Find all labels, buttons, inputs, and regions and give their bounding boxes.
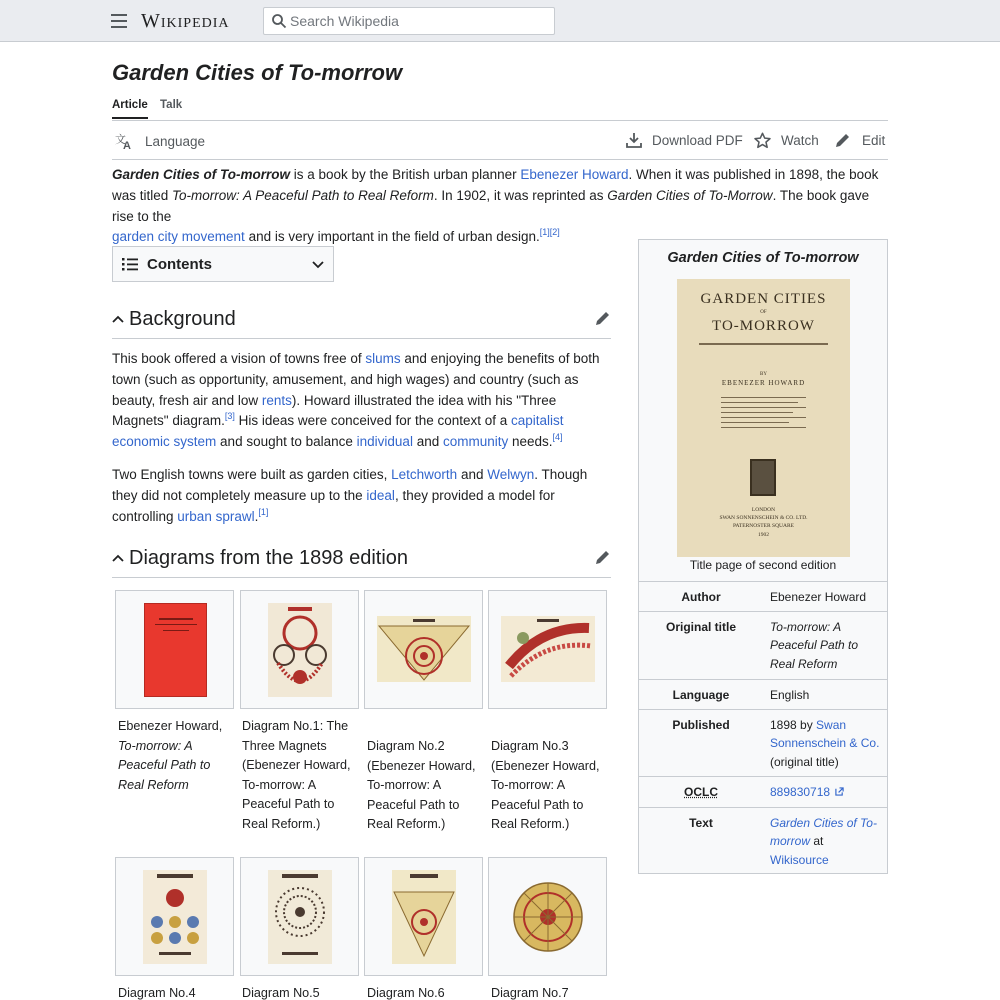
lead-text: . In 1902, it was reprinted as [433, 187, 608, 203]
chevron-up-icon[interactable] [112, 554, 124, 562]
list-icon [122, 257, 138, 272]
para-text: needs. [508, 434, 553, 450]
edit-section-icon[interactable] [595, 549, 611, 565]
edit-label: Edit [862, 132, 886, 148]
gallery-image-diagram-1[interactable] [240, 590, 359, 709]
search-input[interactable] [290, 12, 545, 30]
para-text: , they provided a model for controlling [112, 487, 555, 524]
language-icon [115, 132, 133, 150]
link-oclc-label[interactable]: OCLC [684, 785, 718, 799]
infobox-row-language [639, 679, 887, 709]
link-publisher[interactable]: Swan Sonnenschein & Co. [770, 718, 880, 751]
external-link-icon [835, 787, 844, 796]
citation-3[interactable]: [3] [224, 411, 235, 422]
language-label: Language [145, 133, 206, 149]
row-value [770, 814, 882, 869]
image-text: GARDEN CITIES [700, 291, 827, 307]
image-text: OF [760, 310, 767, 315]
image-text: 1902 [758, 532, 769, 538]
link-wikisource-text[interactable]: Garden Cities of To-morrow [770, 816, 877, 849]
tab-talk[interactable]: Talk [160, 99, 183, 111]
diagram-5-image [268, 870, 332, 964]
edit-button[interactable] [835, 132, 885, 148]
garden-city-ward-diagram-image [377, 616, 471, 682]
gallery-image-diagram-3[interactable] [488, 590, 607, 709]
red-book-cover-image [144, 603, 207, 697]
printer-mark-image [750, 459, 776, 496]
row-value [770, 716, 882, 771]
para-text: and [457, 467, 488, 482]
page-toolbar [112, 122, 888, 160]
link-letchworth[interactable]: Letchworth [391, 467, 458, 482]
star-icon [754, 132, 771, 149]
section-heading-diagrams [112, 542, 611, 578]
site-header [0, 0, 1000, 42]
image-text: LONDON [751, 507, 776, 513]
diagram-6-image [392, 870, 456, 964]
para-text: and sought to balance [216, 434, 357, 450]
edit-section-icon[interactable] [595, 310, 611, 326]
infobox-row-oclc [639, 776, 887, 807]
download-icon [626, 132, 642, 148]
language-button[interactable] [115, 132, 205, 150]
link-ebenezer-howard[interactable]: Ebenezer Howard [520, 167, 629, 182]
watch-button[interactable] [754, 132, 819, 149]
gallery-image-book-cover[interactable] [115, 590, 234, 709]
background-paragraph-2 [112, 465, 611, 527]
row-label: Original title [665, 620, 736, 634]
gallery-caption-6: Diagram No.5 [242, 986, 320, 1000]
gallery-caption-8: Diagram No.7 [491, 986, 569, 1000]
heading-text: Background [129, 308, 236, 330]
garden-city-plan-diagram-image [501, 616, 595, 682]
gallery-caption-4: Diagram No.3 (Ebenezer Howard, To-morrow: A Peaceful Path to Real Reform.) [491, 739, 600, 831]
link-oclc-number[interactable]: 889830718 [770, 785, 831, 799]
wikipedia-logo[interactable] [141, 10, 230, 33]
link-slums[interactable]: slums [365, 351, 401, 366]
tab-article[interactable]: Article [112, 99, 148, 119]
row-label: Text [689, 816, 713, 830]
para-text: ). Howard illustrated the idea with his "Three Magnets" diagram. [112, 392, 557, 429]
para-text: . [254, 508, 259, 524]
para-text: and enjoying the benefits of both town (such as opportunity, amusement, and high wages) and country (such as beauty, fresh air and low [112, 351, 600, 408]
search-box[interactable] [263, 7, 555, 35]
lead-paragraph [112, 165, 888, 248]
link-individual[interactable]: individual [356, 434, 413, 450]
link-community[interactable]: community [442, 434, 509, 450]
svg-text:文: 文 [115, 134, 126, 146]
gallery-image-diagram-4[interactable] [115, 857, 234, 976]
link-urban-sprawl[interactable]: urban sprawl [177, 508, 255, 524]
pencil-icon [835, 132, 851, 148]
infobox-row-published [639, 709, 887, 776]
link-garden-city-movement[interactable]: garden city movement [112, 229, 245, 245]
link-welwyn[interactable]: Welwyn [487, 467, 535, 482]
gallery-caption-5: Diagram No.4 [118, 986, 196, 1000]
image-text: EBENEZER HOWARD [721, 379, 806, 387]
download-pdf-button[interactable] [626, 132, 743, 148]
link-wikisource[interactable]: Wikisource [770, 852, 829, 867]
page-title: Garden Cities of To-morrow [112, 60, 403, 85]
infobox-image-caption: Title page of second edition [689, 558, 837, 572]
citation-2[interactable]: [2] [549, 227, 560, 238]
para-text: This book offered a vision of towns free of [112, 351, 366, 366]
gallery-image-diagram-2[interactable] [364, 590, 483, 709]
chevron-down-icon [312, 261, 324, 269]
link-author[interactable]: Ebenezer Howard [770, 590, 867, 604]
chevron-up-icon[interactable] [112, 315, 124, 323]
para-text: and [412, 434, 443, 450]
gallery-image-diagram-7[interactable] [488, 857, 607, 976]
infobox-title: Garden Cities of To-morrow [667, 250, 859, 266]
infobox-row-original-title [639, 611, 887, 679]
caption-title: To-morrow: A Peaceful Path to Real Reform [118, 738, 211, 792]
published-text: 1898 by [770, 718, 817, 732]
link-rents[interactable]: rents [261, 392, 292, 408]
background-paragraph-1 [112, 349, 611, 453]
lead-original-title: To-morrow: A Peaceful Path to Real Reform [172, 187, 434, 203]
lead-text: . The book gave rise to the [112, 187, 870, 224]
citation-4[interactable]: [4] [552, 432, 563, 443]
heading-text: Diagrams from the 1898 edition [129, 547, 409, 569]
citation-1[interactable]: [1] [539, 227, 550, 238]
infobox-row-text [639, 807, 887, 873]
para-text: . Though they did not completely measure up to the [112, 467, 588, 503]
image-text: BY [760, 372, 767, 377]
row-label: Published [672, 718, 730, 732]
svg-text:A: A [123, 140, 131, 150]
image-text: PATERNOSTER SQUARE [732, 523, 795, 529]
link-capitalist-economic-system[interactable]: capitalist economic system [112, 413, 564, 450]
page-tabs [112, 98, 888, 121]
caption-text: Ebenezer Howard, [118, 719, 223, 733]
vanishing-point-diagram-image [143, 870, 207, 964]
para-text: Two English towns were built as garden cities, [112, 467, 392, 482]
watch-label: Watch [781, 133, 819, 148]
section-heading-background [112, 303, 611, 339]
image-text: TO-MORROW [712, 318, 815, 334]
main-menu-icon[interactable] [111, 14, 127, 28]
published-text: (original title) [770, 754, 839, 769]
gallery-image-diagram-6[interactable] [364, 857, 483, 976]
citation-1-repeat[interactable]: [1] [258, 506, 269, 517]
row-label: Language [672, 688, 730, 702]
search-icon [271, 13, 287, 29]
gallery-image-diagram-5[interactable] [240, 857, 359, 976]
row-value: English [770, 688, 810, 702]
row-value [770, 783, 882, 801]
text-mid: at [810, 834, 824, 849]
contents-label: Contents [147, 256, 212, 273]
logo-wordmark[interactable]: Wikipedia [141, 10, 230, 32]
title-page-image[interactable] [677, 279, 850, 557]
infobox [638, 239, 888, 874]
lead-reprint-title: Garden Cities of To-Morrow [607, 187, 773, 203]
gallery-caption-1 [118, 717, 236, 795]
contents-toggle[interactable] [112, 246, 334, 282]
image-text: SWAN SONNENSCHEIN & CO. LTD. [719, 515, 808, 521]
link-ideal[interactable]: ideal [366, 487, 395, 503]
gallery-caption-2: Diagram No.1: The Three Magnets (Ebenezer Howard, To-morrow: A Peaceful Path to Real Reform.) [242, 719, 351, 831]
row-value: To-morrow: A Peaceful Path to Real Reform [770, 620, 859, 671]
gallery-caption-7: Diagram No.6 [367, 986, 445, 1000]
para-text: His ideas were conceived for the context of a [234, 413, 512, 429]
lead-title: Garden Cities of To-morrow [112, 167, 291, 182]
three-magnets-diagram-image [268, 603, 332, 697]
download-pdf-label: Download PDF [652, 132, 743, 148]
diagram-7-image [502, 870, 594, 964]
gallery-caption-3: Diagram No.2 (Ebenezer Howard, To-morrow: A Peaceful Path to Real Reform.) [367, 739, 476, 831]
infobox-row-author [639, 581, 887, 611]
row-label: Author [681, 590, 721, 604]
lead-text: is a book by the British urban planner [290, 167, 521, 182]
lead-text: . When it was published in 1898, the book was titled [112, 167, 879, 203]
lead-text: and is very important in the field of urban design. [244, 229, 540, 245]
